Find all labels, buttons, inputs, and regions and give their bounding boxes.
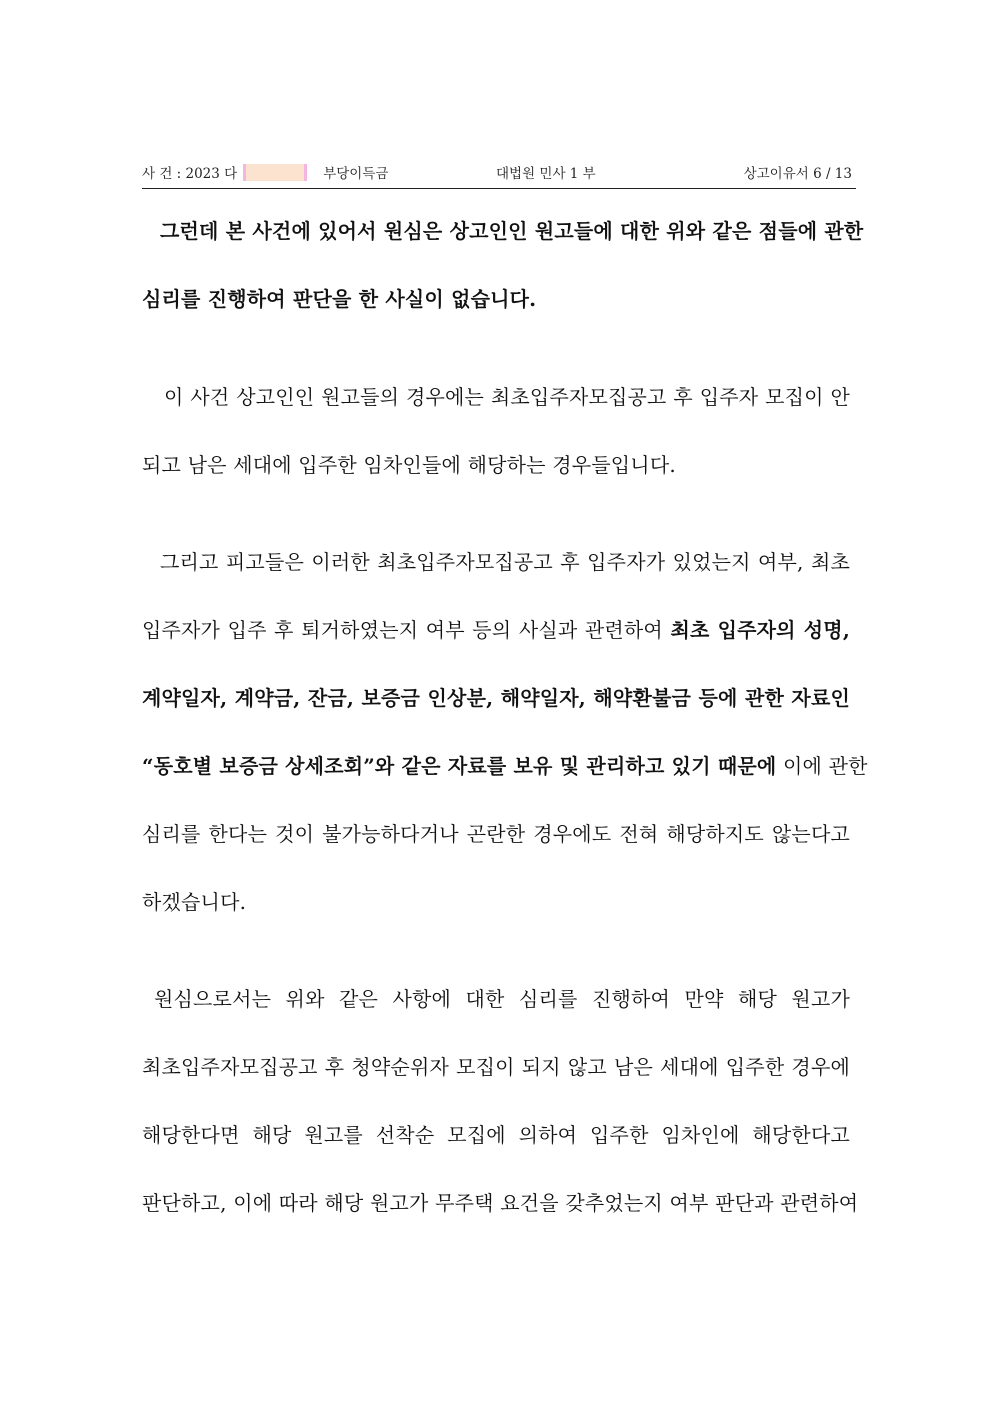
case-number (142, 162, 388, 182)
paragraph-4-line-3: 해당한다면 해당 원고를 선착순 모집에 의하여 입주한 임차인에 해당한다고 (142, 1123, 850, 1147)
case-name: 부당이득금 (323, 166, 389, 182)
line-2-bold: 최초 입주자의 성명, (670, 618, 850, 642)
line-2-plain: 입주자가 입주 후 퇴거하였는지 여부 등의 사실과 관련하여 (142, 618, 671, 642)
paragraph-3-line-1: 그리고 피고들은 이러한 최초입주자모집공고 후 입주자가 있었는지 여부, 최초 (160, 550, 850, 574)
paragraph-2-line-2: 되고 남은 세대에 입주한 임차인들에 해당하는 경우들입니다. (142, 453, 676, 477)
case-prefix: 사 건 : 2023 다 (142, 166, 238, 182)
paragraph-3-line-3: 계약일자, 계약금, 잔금, 보증금 인상분, 해약일자, 해약환불금 등에 관한 자료인 (142, 686, 850, 710)
paragraph-1 (142, 219, 864, 355)
paragraph-3-line-4 (142, 754, 868, 822)
paragraph-4 (142, 987, 859, 1259)
paragraph-4-line-2: 최초입주자모집공고 후 청약순위자 모집이 되지 않고 남은 세대에 입주한 경우에 (142, 1055, 850, 1079)
paragraph-2 (142, 385, 850, 521)
paragraph-4-line-4: 판단하고, 이에 따라 해당 원고가 무주택 요건을 갖추었는지 여부 판단과 관련하여 (142, 1191, 859, 1215)
paragraph-2-line-1: 이 사건 상고인인 원고들의 경우에는 최초입주자모집공고 후 입주자 모집이 안 (164, 385, 850, 409)
paragraph-3-line-2 (142, 618, 850, 686)
page-number: 상고이유서 6 / 13 (743, 166, 852, 182)
line-4-bold: “동호별 보증금 상세조회”와 같은 자료를 보유 및 관리하고 있기 때문에 (142, 754, 777, 778)
court-name: 대법원 민사 1 부 (496, 166, 596, 182)
paragraph-1-line-2: 심리를 진행하여 판단을 한 사실이 없습니다. (142, 287, 537, 311)
paragraph-3 (142, 550, 868, 958)
page-header (142, 162, 856, 189)
line-4-plain: 이에 관한 (776, 754, 868, 778)
redaction-box (243, 164, 307, 181)
paragraph-4-line-1: 원심으로서는 위와 같은 사항에 대한 심리를 진행하여 만약 해당 원고가 (154, 987, 850, 1011)
paragraph-3-line-5: 심리를 한다는 것이 불가능하다거나 곤란한 경우에도 전혀 해당하지도 않는다고 (142, 822, 850, 846)
paragraph-3-line-6: 하겠습니다. (142, 890, 247, 914)
paragraph-1-line-1: 그런데 본 사건에 있어서 원심은 상고인인 원고들에 대한 위와 같은 점들에 관한 (160, 219, 864, 243)
